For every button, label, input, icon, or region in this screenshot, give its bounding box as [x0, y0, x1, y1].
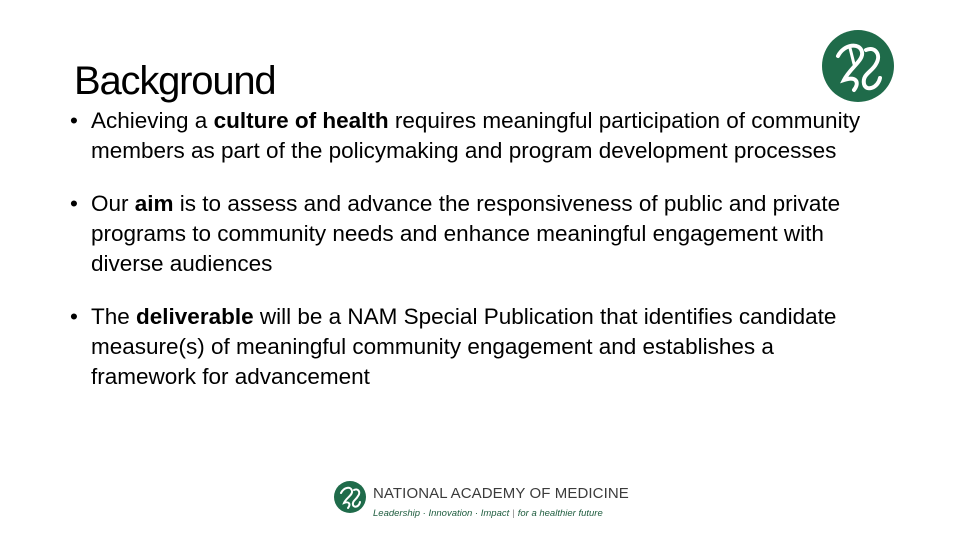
- bullet-text-bold: culture of health: [213, 108, 389, 133]
- bullet-dot: •: [70, 108, 78, 133]
- bullet-text-after: requires meaningful participation of community members as part of the policymaking and program development processes: [91, 108, 861, 163]
- bullet-list: [70, 106, 870, 415]
- bullet-text-after: is to assess and advance the responsiveness of public and private programs to community needs and enhance meaningful engagement with diverse audiences: [91, 191, 841, 276]
- bullet-dot: •: [70, 304, 78, 329]
- bullet-text-before: The: [91, 304, 137, 329]
- bullet-text-bold: deliverable: [136, 304, 254, 329]
- org-name: NATIONAL ACADEMY OF MEDICINE: [373, 485, 629, 502]
- slide-title: Background: [74, 58, 276, 103]
- footer-logo: [333, 478, 633, 526]
- nam-logo-icon: [820, 28, 896, 104]
- nam-mark-icon: [333, 480, 367, 514]
- bullet-item: [70, 302, 870, 392]
- bullet-item: [70, 106, 870, 166]
- bullet-text-bold: aim: [134, 191, 174, 216]
- bullet-dot: •: [70, 191, 78, 216]
- bullet-text-after: will be a NAM Special Publication that identifies candidate measure(s) of meaningful community engagement and establishes a framework for advancement: [91, 304, 837, 389]
- bullet-item: [70, 189, 870, 279]
- tagline-sub: for a healthier future: [517, 508, 603, 519]
- bullet-text-before: Our: [91, 191, 135, 216]
- bullet-text-before: Achieving a: [91, 108, 214, 133]
- tagline-main: Leadership · Innovation · Impact: [373, 508, 510, 519]
- tagline-separator: |: [512, 508, 515, 519]
- org-tagline: [373, 508, 603, 519]
